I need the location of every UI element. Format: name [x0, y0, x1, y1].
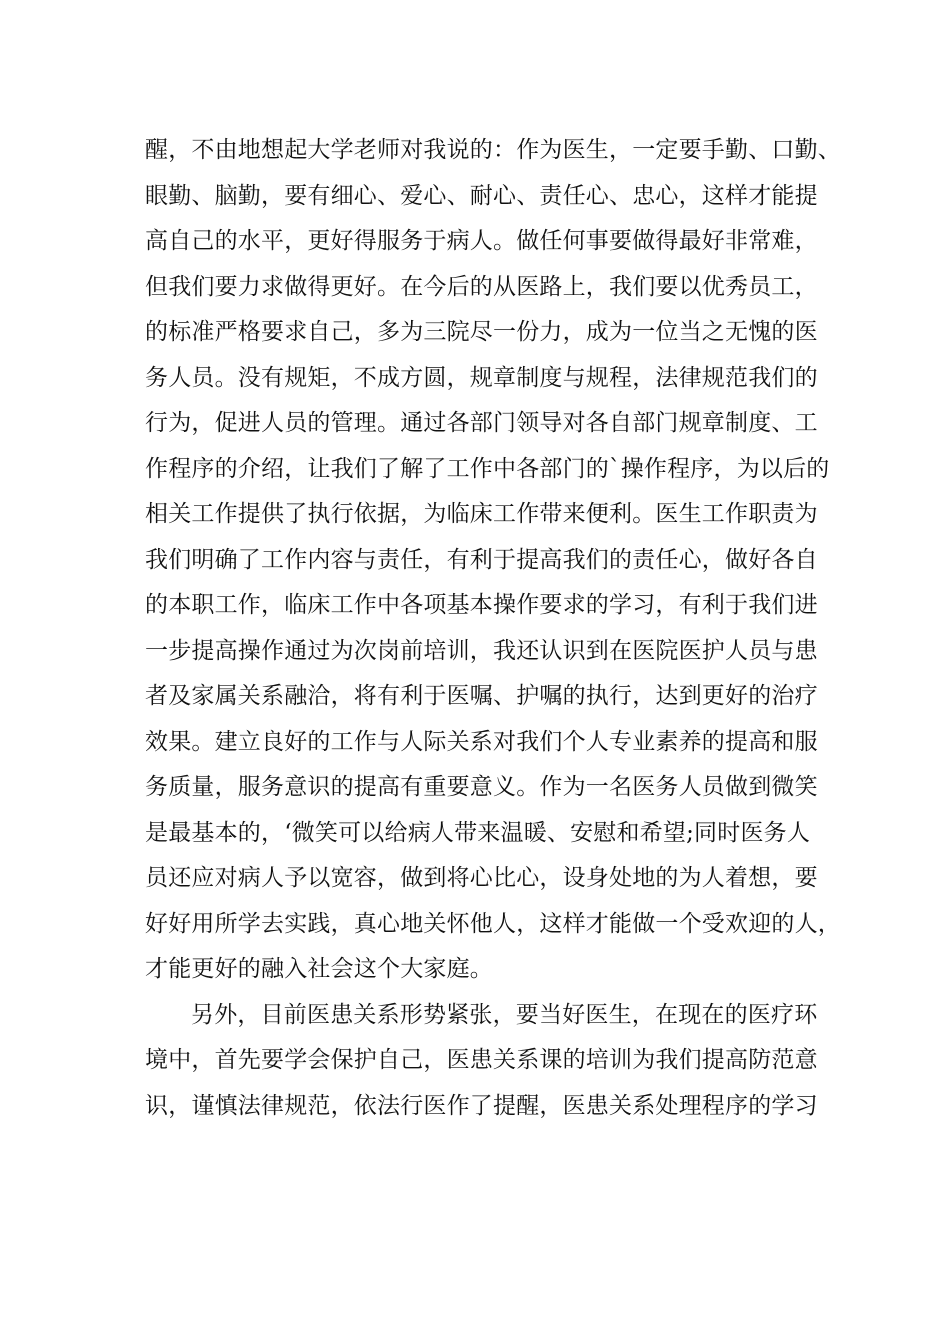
text-line: 另外，目前医患关系形势紧张，要当好医生，在现在的医疗环	[191, 1001, 818, 1028]
text-line: 的标准严格要求自己，多为三院尽一份力，成为一位当之无愧的医	[145, 319, 818, 345]
text-line: 但我们要力求做得更好。在今后的从医路上，我们要以优秀员工，	[145, 273, 818, 300]
text-line: 才能更好的融入社会这个大家庭。	[145, 956, 493, 982]
text-line: 好好用所学去实践，真心地关怀他人，这样才能做一个受欢迎的人，	[145, 910, 841, 937]
body-text	[145, 128, 841, 1129]
text-line: 眼勤、脑勤，要有细心、爱心、耐心、责任心、忠心，这样才能提	[145, 182, 818, 209]
text-line: 者及家属关系融洽，将有利于医嘱、护嘱的执行，达到更好的治疗	[145, 683, 818, 709]
paragraph-2	[145, 993, 835, 1130]
text-line: 相关工作提供了执行依据，为临床工作带来便利。医生工作职责为	[145, 501, 818, 527]
text-line: 员还应对病人予以宽容，做到将心比心，设身处地的为人着想，要	[145, 865, 818, 891]
text-line: 行为，促进人员的管理。通过各部门领导对各自部门规章制度、工	[145, 410, 818, 436]
text-line: 作程序的介绍，让我们了解了工作中各部门的`操作程序，为以后的	[145, 455, 830, 482]
text-line: 一步提高操作通过为次岗前培训，我还认识到在医院医护人员与患	[145, 637, 818, 664]
text-line: 醒，不由地想起大学老师对我说的：作为医生，一定要手勤、口勤、	[145, 137, 841, 163]
paragraph-1	[145, 128, 841, 993]
text-line: 的本职工作，临床工作中各项基本操作要求的学习，有利于我们进	[145, 592, 818, 618]
text-line: 识，谨慎法律规范，依法行医作了提醒，医患关系处理程序的学习	[145, 1092, 818, 1119]
text-line: 我们明确了工作内容与责任，有利于提高我们的责任心，做好各自	[145, 546, 818, 573]
text-line: 是最基本的，‘微笑可以给病人带来温暖、安慰和希望;同时医务人	[145, 819, 811, 846]
text-line: 效果。建立良好的工作与人际关系对我们个人专业素养的提高和服	[145, 728, 818, 755]
text-line: 高自己的水平，更好得服务于病人。做任何事要做得最好非常难，	[145, 228, 818, 254]
text-line: 务质量，服务意识的提高有重要意义。作为一名医务人员做到微笑	[145, 774, 818, 800]
text-line: 务人员。没有规矩，不成方圆，规章制度与规程，法律规范我们的	[145, 364, 818, 391]
text-line: 境中，首先要学会保护自己，医患关系课的培训为我们提高防范意	[145, 1047, 818, 1073]
